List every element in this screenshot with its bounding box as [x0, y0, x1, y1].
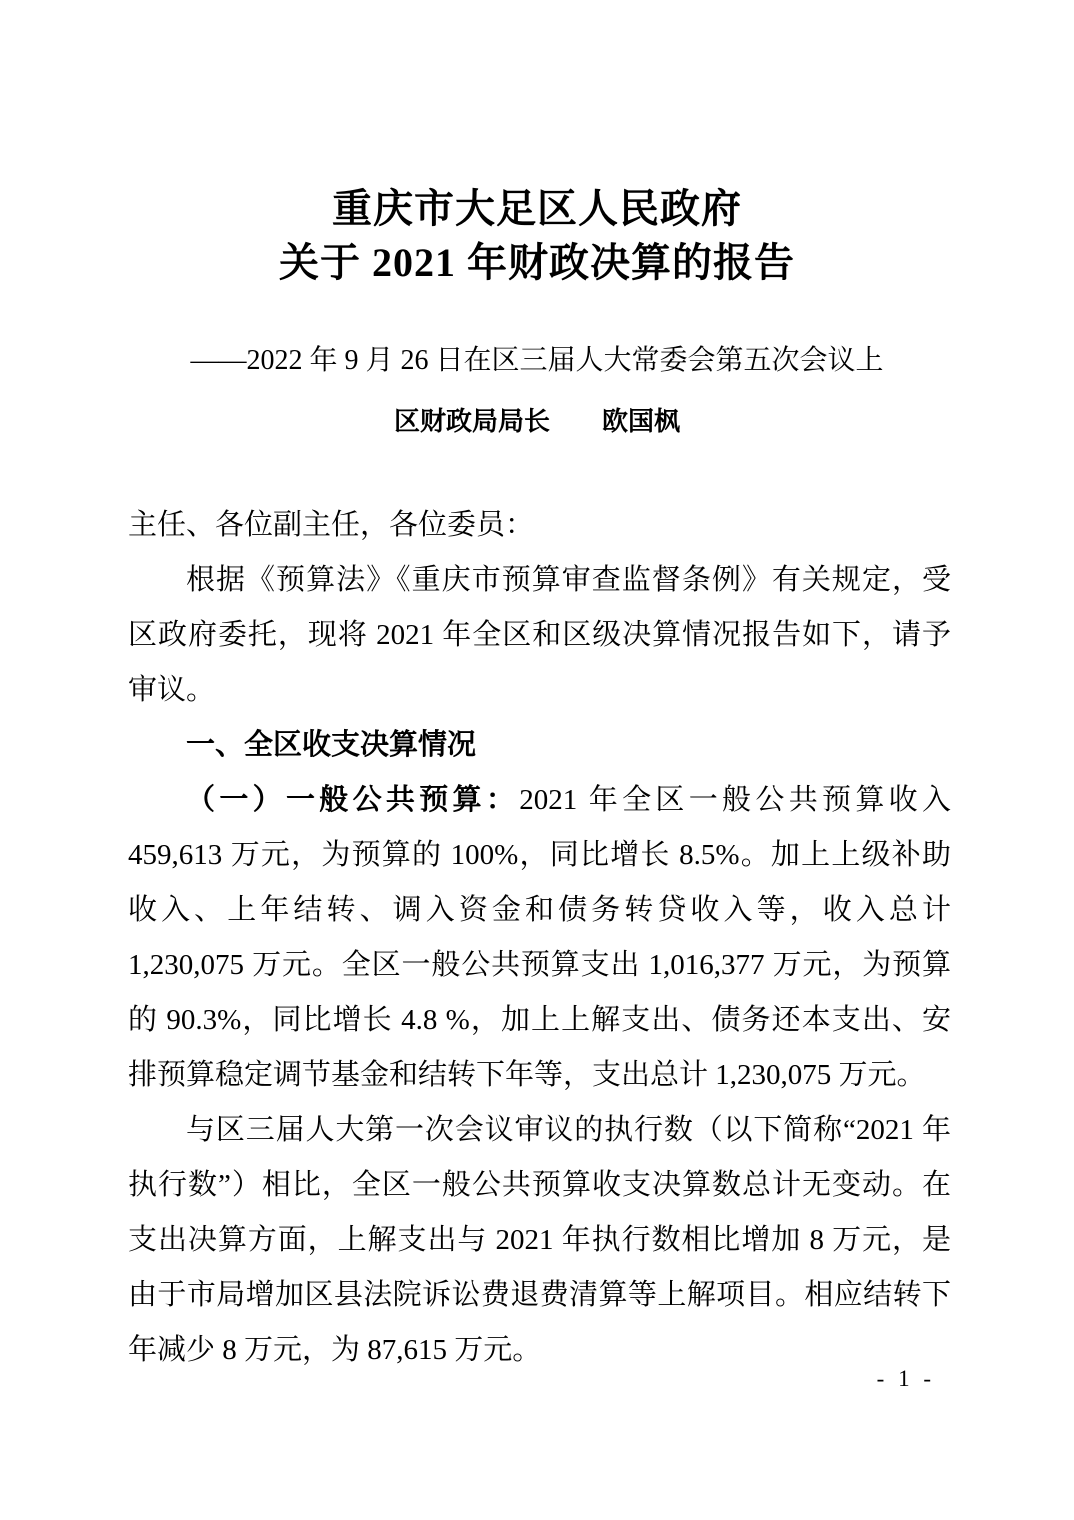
meeting-subtitle: ——2022 年 9 月 26 日在区三届人大常委会第五次会议上 — [190, 345, 884, 376]
budget-paragraph-body: 2021 年全区一般公共预算收入 459,613 万元，为预算的 100%，同比增长 8.5%。加上上级补助收入、上年结转、调入资金和债务转贷收入等，收入总计 1,230,075 万元。全区一般公共预算支出 1,016,377 万元，为预算的 90.3%，同比增长 4.8 %，加上上解支出、债务还本支出、安排预算稳定调节基金和结转下年等，支出总计 1,230,075 万元。 — [128, 784, 951, 1091]
document-title — [0, 0, 1074, 290]
budget-paragraph-lead: （一）一般公共预算： — [186, 784, 520, 816]
document-title-line-2: 关于 2021 年财政决算的报告 — [279, 240, 795, 285]
presenter-line — [0, 404, 1074, 440]
budget-paragraph — [128, 773, 951, 1103]
document-body — [128, 498, 951, 1378]
section-heading-1: 一、全区收支决算情况 — [186, 729, 477, 761]
comparison-paragraph: 与区三届人大第一次会议审议的执行数（以下简称“2021 年执行数”）相比，全区一般公共预算收支决算数总计无变动。在支出决算方面，上解支出与 2021 年执行数相比增加 8 万元，是由于市局增加区县法院诉讼费退费清算等上解项目。相应结转下年减少 8 万元，为 87,615 万元。 — [128, 1114, 951, 1366]
salutation: 主任、各位副主任，各位委员： — [128, 509, 535, 541]
page-number: - 1 - — [876, 1366, 935, 1391]
intro-paragraph: 根据《预算法》《重庆市预算审查监督条例》有关规定，受区政府委托，现将 2021 年全区和区级决算情况报告如下，请予审议。 — [128, 564, 951, 706]
presenter-title: 区财政局局长 — [393, 407, 550, 436]
presenter-name: 欧国枫 — [602, 407, 681, 436]
document-title-line-1: 重庆市大足区人民政府 — [332, 186, 742, 231]
